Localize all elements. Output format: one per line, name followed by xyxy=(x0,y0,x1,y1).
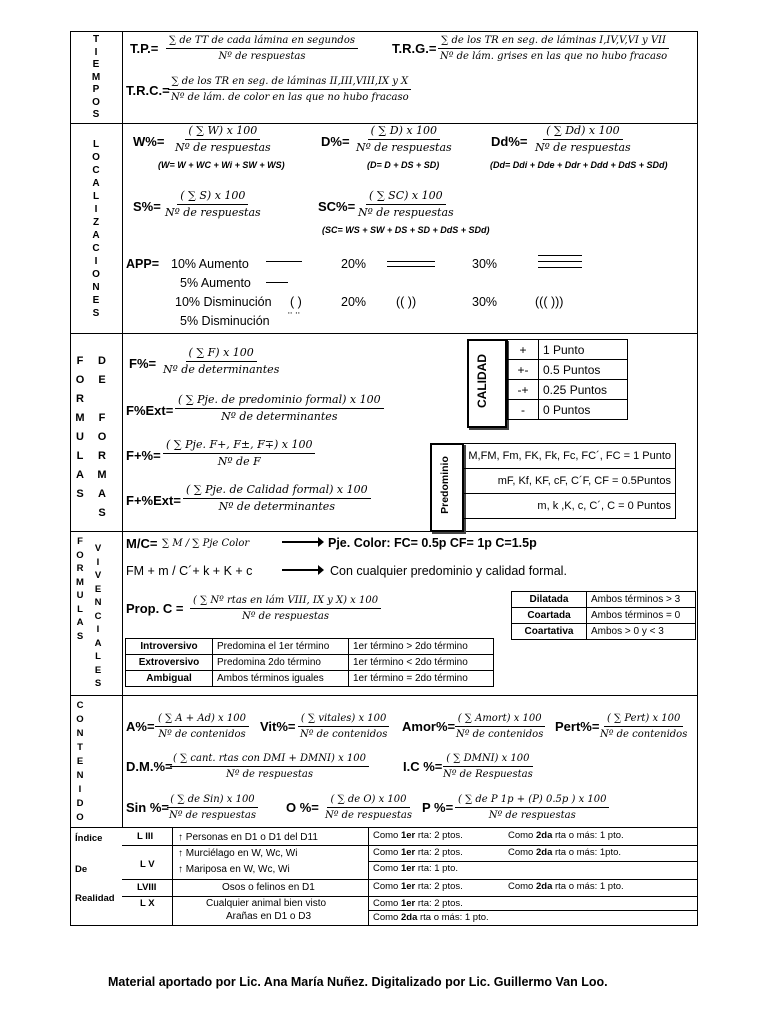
realidad-l8-c2-c: rta o más: 1 pto. xyxy=(552,881,624,892)
realidad-l8-c2 xyxy=(508,881,624,892)
amor-numerator: ( ∑ Amort) x 100 xyxy=(455,712,545,727)
predominio-cell: mF, Kf, KF, cF, C´F, CF = 0.5Puntos xyxy=(464,469,676,494)
introversivo-table xyxy=(125,638,494,687)
vivencial-type-cell: Extroversivo xyxy=(126,655,213,671)
vit-fraction xyxy=(297,712,390,741)
dd-fraction xyxy=(532,124,634,155)
trc-denominator: Nº de lám. de color en las que no hubo fracaso xyxy=(171,92,409,103)
realidad-l10-c3 xyxy=(373,912,489,923)
d-label: D%= xyxy=(321,134,350,149)
disminucion-30-symbol: ((( ))) xyxy=(535,295,564,309)
app-label: APP= xyxy=(126,257,160,271)
realidad-row-line-3 xyxy=(122,879,698,880)
formulas_formas_1-letter: S xyxy=(76,488,84,500)
realidad-l5-c2-a: Como xyxy=(508,847,536,858)
formulas_formas_2-letter: R xyxy=(98,450,106,462)
vivencial-type-cell: Introversivo xyxy=(126,639,213,655)
tiempos-letter: I xyxy=(94,46,98,58)
fplusext-numerator: ( ∑ Pje. de Calidad formal) x 100 xyxy=(183,483,371,499)
o-denominator: Nº de respuestas xyxy=(325,810,412,821)
vit-label: Vit%= xyxy=(260,719,296,734)
realidad-l10-c1-c: rta: 2 ptos. xyxy=(415,898,463,909)
f-label: F%= xyxy=(129,356,157,371)
vit-denominator: Nº de contenidos xyxy=(300,729,388,740)
realidad-desc-l10-a: Cualquier animal bien visto xyxy=(206,898,327,909)
ic-denominator: Nº de Respuestas xyxy=(443,769,533,780)
formulas_viv_1-letter: A xyxy=(76,617,84,628)
trg-denominator: Nº de lám. grises en las que no hubo fracaso xyxy=(440,51,668,62)
d-numerator: ( ∑ D) x 100 xyxy=(368,124,440,140)
realidad-l5-c3-b: 1er xyxy=(400,863,416,874)
formulas_formas_2-letter: S xyxy=(98,507,106,519)
a-denominator: Nº de contenidos xyxy=(158,729,246,740)
formulas_viv_2-letter: I xyxy=(96,624,100,635)
realidad-l3-c1-c: rta: 2 ptos. xyxy=(415,830,463,841)
predominio-title: Predominio xyxy=(439,456,451,514)
realidad-l8-c2-a: Como xyxy=(508,881,536,892)
fm-formula: FM + m / C´+ k + K + c xyxy=(126,564,253,578)
calidad-cell: 0 Puntos xyxy=(539,400,628,420)
calidad-cell: 0.25 Puntos xyxy=(539,380,628,400)
formulas_formas_1-letter: L xyxy=(76,450,84,462)
realidad-row-line-1 xyxy=(122,845,698,846)
realidad-l5-c2 xyxy=(508,847,621,858)
ic-label: I.C %= xyxy=(403,759,443,774)
sc-note: (SC= WS + SW + DS + SD + DdS + SDd) xyxy=(322,225,490,235)
mc-result: Pje. Color: FC= 0.5p CF= 1p C=1.5p xyxy=(328,536,537,550)
realidad-l5-c3-a: Como xyxy=(373,863,401,874)
aumento-20-line-1 xyxy=(387,261,435,262)
w-fraction xyxy=(172,124,274,155)
formulas_viv_2-letter: E xyxy=(94,664,102,676)
aumento-30-line-1 xyxy=(538,255,582,256)
realidad-lam-l8: LVIII xyxy=(137,882,157,893)
tp-numerator: ∑ de TT de cada lámina en segundos xyxy=(166,34,358,49)
realidad-l10-c1-a: Como xyxy=(373,898,401,909)
contenido-letter: C xyxy=(76,700,84,711)
section-label-localizaciones xyxy=(88,138,104,320)
sin-denominator: Nº de respuestas xyxy=(169,810,256,821)
formulas_viv_2-letter: C xyxy=(94,610,102,622)
p-numerator: ( ∑ de P 1p + (P) 0.5p ) x 100 xyxy=(455,793,609,808)
sc-denominator: Nº de respuestas xyxy=(358,206,454,219)
localizaciones-letter: O xyxy=(92,152,100,163)
mc-label: M/C= xyxy=(126,536,158,551)
realidad-row-line-4 xyxy=(122,896,698,897)
formulas_formas_2-letter: M xyxy=(97,469,107,481)
pct-20-disminucion: 20% xyxy=(341,295,367,309)
realidad-col-1 xyxy=(172,828,173,926)
dm-numerator: ( ∑ cant. rtas con DMI + DMNI) x 100 xyxy=(170,752,369,767)
realidad-l3-c2 xyxy=(508,830,624,841)
calidad-cell: 1 Punto xyxy=(539,340,628,360)
fext-numerator: ( ∑ Pje. de predominio formal) x 100 xyxy=(175,393,384,409)
dilatada-cell: Ambos términos > 3 xyxy=(587,592,696,608)
realidad-l10-c3-a: Como xyxy=(373,912,401,923)
section-label-formulas-viv xyxy=(74,535,86,643)
dd-note: (Dd= Ddi + Dde + Ddr + Ddd + DdS + SDd) xyxy=(490,160,668,170)
realidad-l5-c1 xyxy=(373,847,463,858)
fplus-label: F+%= xyxy=(126,448,161,463)
formulas_viv_2-letter: L xyxy=(95,651,101,662)
calidad-cell: +- xyxy=(508,360,539,380)
formulas_formas_1-letter: U xyxy=(76,431,84,443)
d-denominator: Nº de respuestas xyxy=(356,141,452,154)
formulas_viv_2-letter: E xyxy=(94,583,102,595)
tiempos-letter: T xyxy=(92,34,100,45)
formulas_viv_2-letter: N xyxy=(94,597,102,608)
disminucion-10-symbol: ( ) xyxy=(290,295,302,309)
contenido-letter: O xyxy=(76,812,84,823)
a-label: A%= xyxy=(126,719,155,734)
localizaciones-letter: A xyxy=(92,178,100,189)
sin-numerator: ( ∑ de Sin) x 100 xyxy=(167,793,257,808)
footer-credit: Material aportado por Lic. Ana María Nuñez. Digitalizado por Lic. Guillermo Van Loo. xyxy=(108,975,608,989)
contenido-letter: N xyxy=(76,728,84,739)
s-numerator: ( ∑ S) x 100 xyxy=(177,189,248,205)
realidad-l5-c2-b: 2da xyxy=(535,847,553,858)
dd-label: Dd%= xyxy=(491,134,528,149)
fext-label: F%Ext= xyxy=(126,403,174,418)
trc-fraction xyxy=(168,75,412,104)
formulas_formas_2-letter: O xyxy=(97,431,107,443)
tiempos-letter: O xyxy=(92,96,100,108)
realidad-l5-c2-c: rta o más: 1pto. xyxy=(552,847,622,858)
section-label-de-formas xyxy=(96,352,108,523)
trg-fraction xyxy=(437,34,670,63)
p-label: P %= xyxy=(422,800,454,815)
formulas_viv_1-letter: U xyxy=(76,590,84,601)
predominio-row xyxy=(464,494,676,519)
calidad-row xyxy=(508,400,628,420)
formulas_viv_1-letter: M xyxy=(76,576,84,588)
realidad-l3-c2-c: rta o más: 1 pto. xyxy=(552,830,624,841)
realidad-l5-c1-c: rta: 2 ptos. xyxy=(415,847,463,858)
disminucion-20-symbol: (( )) xyxy=(396,295,417,309)
dd-numerator: ( ∑ Dd) x 100 xyxy=(543,124,622,140)
contenido-letter: N xyxy=(76,770,84,781)
pct-30-disminucion: 30% xyxy=(472,295,498,309)
realidad-desc-l3: ↑ Personas en D1 o D1 del D11 xyxy=(178,832,318,843)
divider-contenido xyxy=(70,827,698,828)
dilatada-cell: Ambos términos = 0 xyxy=(587,608,696,624)
pct-30-aumento: 30% xyxy=(472,257,498,271)
fm-arrow-icon xyxy=(282,564,324,576)
formulas_viv_1-letter: R xyxy=(76,563,84,574)
formulas_viv_2-letter: V xyxy=(94,570,102,581)
realidad-lam-l5: L V xyxy=(140,859,155,870)
f-denominator: Nº de determinantes xyxy=(163,363,280,376)
calidad-table xyxy=(507,339,628,420)
w-note: (W= W + WC + Wi + SW + WS) xyxy=(158,160,285,170)
vivencial-type-cell: 1er término > 2do término xyxy=(349,639,494,655)
formulas_viv_2-letter: V xyxy=(94,543,102,554)
realidad-l3-c1-a: Como xyxy=(373,830,401,841)
vivencial-type-cell: Predomina el 1er término xyxy=(213,639,349,655)
divider-vivenciales xyxy=(70,695,698,696)
p-denominator: Nº de respuestas xyxy=(488,810,576,821)
localizaciones-letter: N xyxy=(92,282,100,293)
realidad-l5-c3 xyxy=(373,863,458,874)
aumento-5-line xyxy=(266,282,288,283)
contenido-letter: T xyxy=(77,742,83,753)
vivencial-type-cell: 1er término = 2do término xyxy=(349,671,494,687)
vivencial-type-row xyxy=(126,655,494,671)
formulas_formas_2-letter: D xyxy=(98,355,106,367)
realidad-l8-c1-c: rta: 2 ptos. xyxy=(415,881,463,892)
trg-label: T.R.G.= xyxy=(392,41,437,56)
localizaciones-letter: A xyxy=(92,230,100,241)
vivencial-type-cell: Ambos términos iguales xyxy=(213,671,349,687)
realidad-label-realidad: Realidad xyxy=(75,893,115,904)
d-note: (D= D + DS + SD) xyxy=(367,160,440,170)
fext-denominator: Nº de determinantes xyxy=(221,410,338,423)
tp-label: T.P.= xyxy=(130,41,159,56)
localizaciones-letter: I xyxy=(94,204,98,215)
dd-denominator: Nº de respuestas xyxy=(535,141,631,154)
vivencial-type-row xyxy=(126,671,494,687)
propc-numerator: ( ∑ Nº rtas en lám VIII, IX y X) x 100 xyxy=(190,594,381,609)
fplus-denominator: Nº de F xyxy=(217,455,261,468)
realidad-l5-c1-b: 1er xyxy=(400,847,416,858)
formulas_formas_2-letter: E xyxy=(98,374,106,386)
mc-formula: ∑ M / ∑ Pje Color xyxy=(162,538,250,549)
formulas_formas_1-letter: F xyxy=(76,355,84,367)
predominio-cell: m, k ,K, c, C´, C = 0 Puntos xyxy=(464,494,676,519)
divider-localizaciones xyxy=(70,333,698,334)
realidad-lam-l10: L X xyxy=(140,898,155,909)
realidad-label-indice: Índice xyxy=(75,833,103,844)
formulas_formas_2-letter: F xyxy=(98,412,106,424)
sc-numerator: ( ∑ SC) x 100 xyxy=(366,189,446,205)
formulas_viv_2-letter: A xyxy=(94,637,102,649)
ic-fraction xyxy=(440,752,536,781)
disminucion-10: 10% Disminución xyxy=(175,295,272,309)
aumento-20-line-2 xyxy=(387,266,435,267)
fplus-fraction xyxy=(163,438,315,469)
pert-denominator: Nº de contenidos xyxy=(600,729,688,740)
fplusext-denominator: Nº de determinantes xyxy=(218,500,335,513)
o-fraction xyxy=(322,793,415,822)
tp-fraction xyxy=(166,34,358,63)
formulas_formas_1-letter: M xyxy=(75,412,85,424)
a-fraction xyxy=(155,712,249,741)
contenido-letter: D xyxy=(76,798,84,809)
ic-numerator: ( ∑ DMNI) x 100 xyxy=(443,752,532,767)
predominio-row xyxy=(464,444,676,469)
formulas_formas_1-letter: A xyxy=(76,469,84,481)
pert-numerator: ( ∑ Pert) x 100 xyxy=(604,712,683,727)
dilatada-row xyxy=(512,592,696,608)
dilatada-cell: Coartativa xyxy=(512,624,587,640)
formulas_formas_1-letter: R xyxy=(76,393,84,405)
fplus-numerator: ( ∑ Pje. F+, F±, F∓) x 100 xyxy=(163,438,315,454)
localizaciones-letter: L xyxy=(92,139,100,150)
localizaciones-letter: S xyxy=(92,308,100,319)
fm-result: Con cualquier predominio y calidad formal. xyxy=(330,564,567,578)
d-fraction xyxy=(353,124,455,155)
dilatada-cell: Dilatada xyxy=(512,592,587,608)
dilatada-row xyxy=(512,624,696,640)
fplusext-label: F+%Ext= xyxy=(126,493,181,508)
sin-label: Sin %= xyxy=(126,800,169,815)
realidad-l3-c1 xyxy=(373,830,463,841)
fplusext-fraction xyxy=(183,483,371,514)
realidad-l8-c1-a: Como xyxy=(373,881,401,892)
calidad-cell: + xyxy=(508,340,539,360)
realidad-lam-l3: L III xyxy=(137,831,154,842)
predominio-row xyxy=(464,469,676,494)
sc-fraction xyxy=(355,189,457,220)
formulas_viv_1-letter: F xyxy=(77,536,83,547)
aumento-5: 5% Aumento xyxy=(180,276,251,290)
tiempos-letter: P xyxy=(92,84,100,95)
section-label-formulas xyxy=(74,352,86,504)
w-numerator: ( ∑ W) x 100 xyxy=(185,124,260,140)
left-column-divider xyxy=(122,31,123,828)
realidad-row-line-2 xyxy=(368,861,698,862)
contenido-letter: E xyxy=(76,756,84,767)
realidad-desc-l8: Osos o felinos en D1 xyxy=(222,882,315,893)
pert-fraction xyxy=(597,712,690,741)
realidad-l3-c2-b: 2da xyxy=(535,830,553,841)
section-label-contenido xyxy=(74,699,86,825)
dilatada-cell: Coartada xyxy=(512,608,587,624)
w-denominator: Nº de respuestas xyxy=(175,141,271,154)
o-numerator: ( ∑ de O) x 100 xyxy=(327,793,409,808)
tiempos-letter: E xyxy=(92,59,100,70)
localizaciones-letter: Z xyxy=(92,217,100,228)
trc-label: T.R.C.= xyxy=(126,83,170,98)
formulas_viv_1-letter: L xyxy=(77,603,83,615)
calidad-title: CALIDAD xyxy=(475,354,489,408)
trg-numerator: ∑ de los TR en seg. de láminas I,IV,V,VI y VII xyxy=(438,34,669,49)
w-label: W%= xyxy=(133,134,165,149)
tiempos-letter: M xyxy=(91,71,101,83)
realidad-col-2 xyxy=(368,828,369,926)
dilatada-row xyxy=(512,608,696,624)
dm-denominator: Nº de respuestas xyxy=(226,769,313,780)
calidad-cell: -+ xyxy=(508,380,539,400)
realidad-desc-l5-b: ↑ Mariposa en W, Wc, Wi xyxy=(178,864,290,875)
realidad-desc-l5-a: ↑ Murciélago en W, Wc, Wi xyxy=(178,848,298,859)
s-label: S%= xyxy=(133,199,161,214)
realidad-l10-c1-b: 1er xyxy=(400,898,416,909)
a-numerator: ( ∑ A + Ad) x 100 xyxy=(155,712,249,727)
realidad-l8-c1 xyxy=(373,881,463,892)
dm-label: D.M.%= xyxy=(126,759,173,774)
section-label-vivenciales xyxy=(92,542,104,691)
disminucion-5: 5% Disminución xyxy=(180,314,270,328)
sc-label: SC%= xyxy=(318,199,356,214)
calidad-cell: - xyxy=(508,400,539,420)
pct-20-aumento: 20% xyxy=(341,257,367,271)
dilatada-cell: Ambos > 0 y < 3 xyxy=(587,624,696,640)
realidad-label-de: De xyxy=(75,864,88,875)
section-label-tiempos xyxy=(88,34,104,122)
realidad-l3-c1-b: 1er xyxy=(400,830,416,841)
realidad-l10-c1 xyxy=(373,898,463,909)
disminucion-5-symbol: ¨ ¨ xyxy=(288,310,300,324)
localizaciones-letter: C xyxy=(92,243,100,254)
pert-label: Pert%= xyxy=(555,719,600,734)
vivencial-type-cell: Ambigual xyxy=(126,671,213,687)
s-fraction xyxy=(162,189,264,220)
p-fraction xyxy=(455,793,609,822)
formulas_formas_1-letter: O xyxy=(75,374,85,386)
propc-fraction xyxy=(190,594,381,623)
aumento-30-line-2 xyxy=(538,261,582,262)
calidad-row xyxy=(508,380,628,400)
o-label: O %= xyxy=(286,800,319,815)
dilatada-table xyxy=(511,591,696,640)
propc-label: Prop. C = xyxy=(126,601,184,616)
divider-formas xyxy=(70,531,698,532)
realidad-l3-c2-a: Como xyxy=(508,830,536,841)
formulas_viv_1-letter: S xyxy=(76,630,84,642)
localizaciones-letter: L xyxy=(92,191,100,202)
trc-numerator: ∑ de los TR en seg. de láminas II,III,VIII,IX y X xyxy=(168,75,411,90)
localizaciones-letter: E xyxy=(92,295,100,306)
f-numerator: ( ∑ F) x 100 xyxy=(186,346,257,362)
mc-arrow-icon xyxy=(282,536,324,548)
predominio-cell: M,FM, Fm, FK, Fk, Fc, FC´, FC = 1 Punto xyxy=(464,444,676,469)
fext-fraction xyxy=(175,393,384,424)
localizaciones-letter: O xyxy=(92,269,100,280)
localizaciones-letter: C xyxy=(92,165,100,176)
sin-fraction xyxy=(166,793,259,822)
aumento-30-line-3 xyxy=(538,267,582,268)
formulas_viv_2-letter: S xyxy=(94,678,102,689)
amor-label: Amor%= xyxy=(402,719,456,734)
realidad-l5-c1-a: Como xyxy=(373,847,401,858)
realidad-l8-c1-b: 1er xyxy=(400,881,416,892)
amor-denominator: Nº de contenidos xyxy=(456,729,544,740)
s-denominator: Nº de respuestas xyxy=(165,206,261,219)
f-fraction xyxy=(160,346,282,377)
predominio-table xyxy=(463,443,676,519)
vivencial-type-cell: 1er término < 2do término xyxy=(349,655,494,671)
localizaciones-letter: I xyxy=(94,256,98,267)
calidad-row xyxy=(508,340,628,360)
vivencial-type-row xyxy=(126,639,494,655)
vit-numerator: ( ∑ vitales) x 100 xyxy=(298,712,389,727)
aumento-10-line xyxy=(266,261,302,262)
realidad-l5-c3-c: rta: 1 pto. xyxy=(415,863,459,874)
aumento-10: 10% Aumento xyxy=(171,257,249,271)
tp-denominator: Nº de respuestas xyxy=(218,51,306,62)
contenido-letter: O xyxy=(76,714,84,725)
realidad-l10-c3-b: 2da xyxy=(400,912,418,923)
propc-denominator: Nº de respuestas xyxy=(242,611,330,622)
realidad-desc-l10-b: Arañas en D1 o D3 xyxy=(226,911,312,922)
tiempos-letter: S xyxy=(92,109,100,120)
formulas_formas_2-letter xyxy=(96,390,108,409)
vivencial-type-cell: Predomina 2do término xyxy=(213,655,349,671)
amor-fraction xyxy=(453,712,546,741)
calidad-cell: 0.5 Puntos xyxy=(539,360,628,380)
realidad-l8-c2-b: 2da xyxy=(535,881,553,892)
formulas_formas_2-letter: A xyxy=(98,488,106,500)
formulas_viv_1-letter: O xyxy=(76,549,84,561)
realidad-l10-c3-c: rta o más: 1 pto. xyxy=(417,912,489,923)
realidad-row-line-5 xyxy=(368,910,698,911)
contenido-letter: I xyxy=(78,784,82,795)
calidad-row xyxy=(508,360,628,380)
formulas_viv_2-letter: I xyxy=(96,556,100,568)
dm-fraction xyxy=(170,752,369,781)
